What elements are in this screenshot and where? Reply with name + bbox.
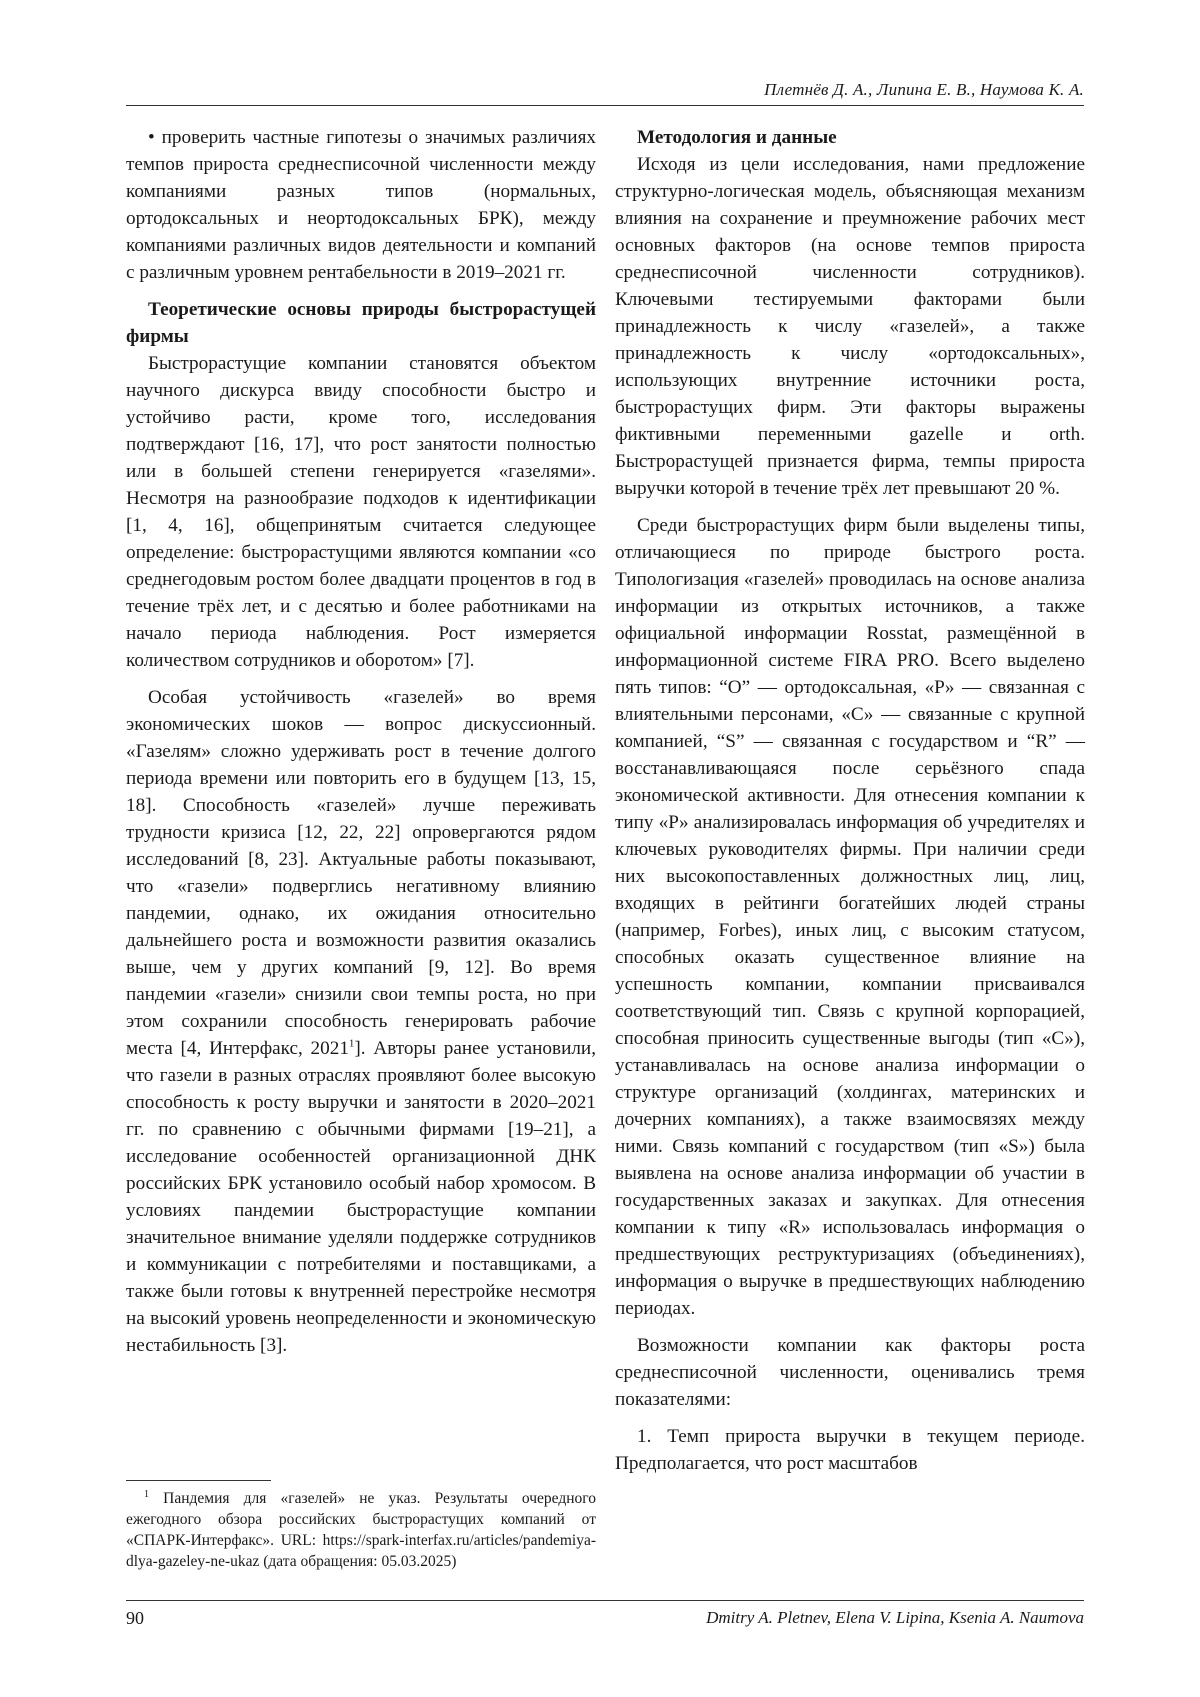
section-heading-theory: Теоретические основы природы быстрорастущей фирмы [126,299,596,347]
footnote [126,1488,596,1572]
paragraph-text: ]. Авторы ранее установили, что газели в разных отраслях проявляют более высокую способность к росту выручки и занятости в 2020–2021 гг. по сравнению с обычными фирмами [19–21], а исследование особенностей организационной ДНК российских БРК установило особый набор хромосом. В условиях пандемии быстрорастущие компании значительное внимание уделяли поддержке сотрудников и коммуникации с потребителями и поставщиками, а также были готовы к внутренней перестройке несмотря на высокий уровень неопределенности и экономическую нестабильность [3]. [126,1038,596,1356]
right-column [615,124,1085,1487]
paragraph-text: Особая устойчивость «газелей» во время экономических шоков — вопрос дискуссионный. «Газелям» сложно удерживать рост в течение долгого периода времени или повторить его в будущем [13, 15, 18]. Способность «газелей» лучше переживать трудности кризиса [12, 22, 22] опровергаются рядом исследований [8, 23]. Актуальные работы показывают, что «газели» подверглись негативному влиянию пандемии, однако, их ожидания относительно дальнейшего роста и возможности развития оказались выше, чем у других компаний [9, 12]. Во время пандемии «газели» снизили свои темпы роста, но при этом сохранили способность генерировать рабочие места [4, Интерфакс, 2021 [126,687,596,1059]
paragraph: Быстрорастущие компании становятся объектом научного дискурса ввиду способности быстро и устойчиво расти, кроме того, исследования подтверждают [16, 17], что рост занятости полностью или в большей степени генерируется «газелями». Несмотря на разнообразие подходов к идентификации [1, 4, 16], общепринятым считается следующее определение: быстрорастущими являются компании «со среднегодовым ростом более двадцати процентов в год в течение трёх лет, и с десятью и более работниками на начало периода наблюдения. Рост измеряется количеством сотрудников и оборотом» [7]. [126,353,596,671]
paragraph [126,684,596,1359]
footnote-text: Пандемия для «газелей» не указ. Результаты очередного ежегодного обзора российских быстрорастущих компаний от «СПАРК-Интерфакс». URL: https://spark-interfax.ru/articles/pandemiya-dlya-gazeley-ne-ukaz (дата обращения: 05.03.2025) [126,1490,596,1570]
footer-divider [126,1600,1084,1601]
section-heading-methodology: Методология и данные [637,127,837,148]
footnote-reference[interactable]: 1 [348,1037,355,1050]
page-number: 90 [126,1608,144,1628]
header-divider [126,105,1084,106]
left-column [126,124,596,1369]
footnote-mark: 1 [144,1488,149,1500]
running-head: Плетнёв Д. А., Липина Е. В., Наумова К. А. [764,80,1084,99]
footnote-divider [126,1480,271,1481]
paragraph: Среди быстрорастущих фирм были выделены типы, отличающиеся по природе быстрого роста. Типологизация «газелей» проводилась на основе анализа информации из открытых источников, а также официальной информации Rosstat, размещённой в информационной системе FIRA PRO. Всего выделено пять типов: “O” — ортодоксальная, «P» — связанная с влиятельными персонами, «C» — связанные с крупной компанией, “S” — связанная с государством и “R” — восстанавливающаяся после серьёзного спада экономической активности. Для отнесения компании к типу «P» анализировалась информация об учредителях и ключевых руководителях фирмы. При наличии среди них высокопоставленных должностных лиц, лиц, входящих в рейтинги богатейших людей страны (например, Forbes), иных лиц, с высоким статусом, способных оказать существенное влияние на успешность компании, компании присваивался соответствующий тип. Связь с крупной корпорацией, способная приносить существенные выгоды (тип «C»), устанавливалась на основе анализа информации о структуре организаций (холдингах, материнских и дочерних компаниях), а также взаимосвязях между ними. Связь компаний с государством (тип «S») была выявлена на основе анализа информации об участии в государственных заказах и закупках. Для отнесения компании к типу «R» использовалась информация о предшествующих реструктуризациях (объединениях), информация о выручке в предшествующих наблюдению периодах. [615,515,1085,1319]
numbered-item: 1. Темп прироста выручки в текущем периоде. Предполагается, что рост масштабов [615,1426,1085,1474]
paragraph: Возможности компании как факторы роста среднесписочной численности, оценивались тремя показателями: [615,1335,1085,1410]
footer-authors: Dmitry A. Pletnev, Elena V. Lipina, Ksenia A. Naumova [706,1608,1084,1627]
bullet-item: • проверить частные гипотезы о значимых различиях темпов прироста среднесписочной численности между компаниями разных типов (нормальных, ортодоксальных и неортодоксальных БРК), между компаниями различных видов деятельности и компаний с различным уровнем рентабельности в 2019–2021 гг. [126,127,596,283]
paragraph: Исходя из цели исследования, нами предложение структурно-логическая модель, объясняющая механизм влияния на сохранение и преумножение рабочих мест основных факторов (на основе темпов прироста среднесписочной численности сотрудников). Ключевыми тестируемыми факторами были принадлежность к числу «газелей», а также принадлежность к числу «ортодоксальных», использующих внутренние источники роста, быстрорастущих фирм. Эти факторы выражены фиктивными переменными gazelle и orth. Быстрорастущей признается фирма, темпы прироста выручки которой в течение трёх лет превышают 20 %. [615,154,1085,499]
